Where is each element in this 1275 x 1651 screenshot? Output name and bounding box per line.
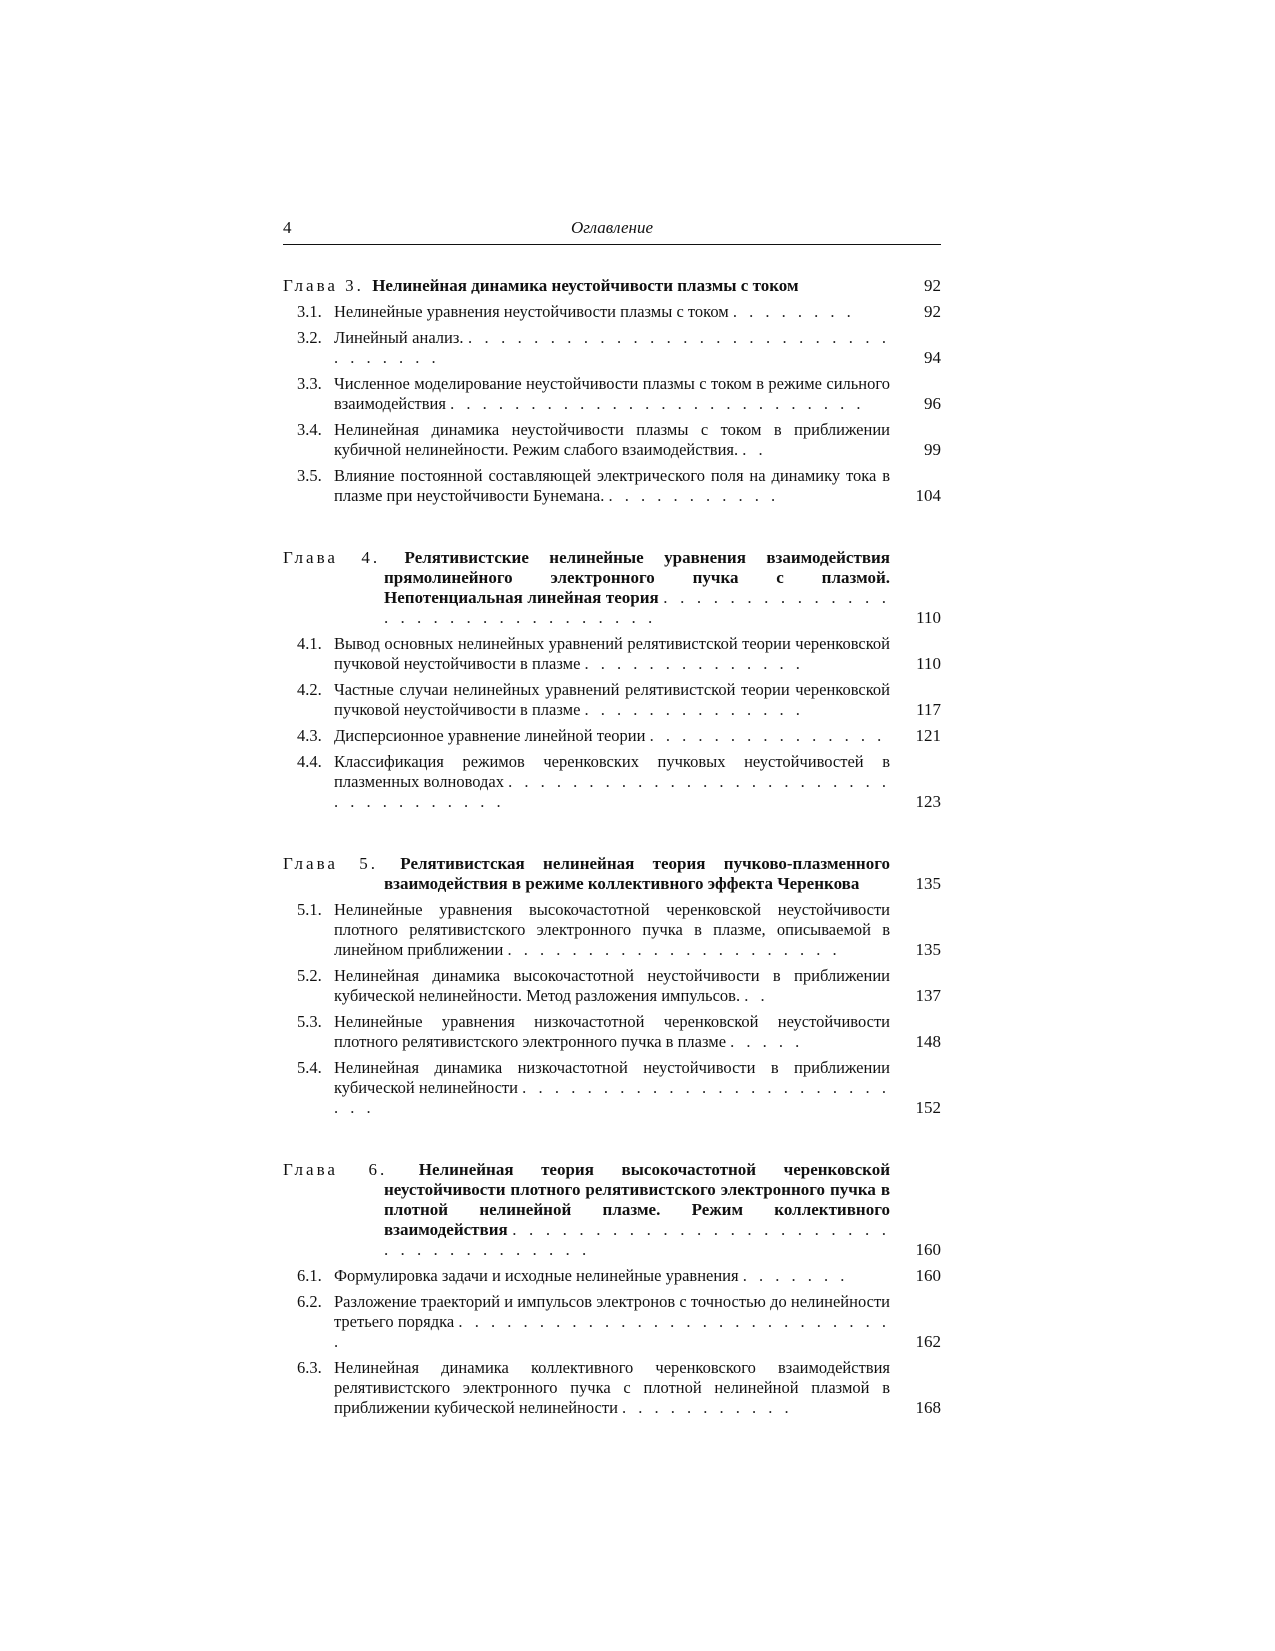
section-title: Нелинейная динамика коллективного черенковского взаимодействия релятивистского электронного пучка с плотной нелинейной плазмой в приближении кубической нелинейности <box>334 1358 890 1417</box>
section-page: 117 <box>916 700 941 719</box>
section-number: 6.2. <box>297 1292 322 1311</box>
chapter-prefix: Глава 4. <box>283 548 381 567</box>
section-page: 168 <box>915 1398 941 1417</box>
section-number: 6.1. <box>297 1266 322 1285</box>
section-title: Численное моделирование неустойчивости плазмы с током в режиме сильного взаимодействия <box>334 374 890 413</box>
section-number: 5.1. <box>297 900 322 919</box>
leader-dots: . . . . . . . . <box>732 302 855 321</box>
section-title: Нелинейные уравнения низкочастотной черенковской неустойчивости плотного релятивистского электронного пучка в плазме <box>334 1012 890 1051</box>
toc-section[interactable] <box>283 900 941 960</box>
section-page: 121 <box>915 726 941 745</box>
section-title: Разложение траекторий и импульсов электронов с точностью до нелинейности третьего порядка <box>334 1292 890 1331</box>
section-number: 4.4. <box>297 752 322 771</box>
section-title: Нелинейная динамика низкочастотной неустойчивости в приближении кубической нелинейности <box>334 1058 890 1097</box>
section-page: 135 <box>915 940 941 959</box>
section-number: 6.3. <box>297 1358 322 1377</box>
chapter-heading[interactable] <box>283 1160 941 1260</box>
table-of-contents <box>283 276 941 1460</box>
chapter-5 <box>283 854 941 1118</box>
section-page: 123 <box>915 792 941 811</box>
leader-dots: . . . . . . . . . . . <box>608 486 780 505</box>
section-number: 5.3. <box>297 1012 322 1031</box>
leader-dots: . . . . . . . . . . . . . . . . . . . . . . . . . . . . <box>334 1312 891 1351</box>
chapter-title: Релятивистская нелинейная теория пучково-плазменного взаимодействия в режиме коллективного эффекта Черенкова <box>384 854 890 893</box>
section-page: 152 <box>915 1098 941 1117</box>
toc-section[interactable] <box>283 302 941 322</box>
page-header <box>283 218 941 245</box>
leader-dots: . . . . . . . . . . . . . . . . . . . . . . . . . . . . . . . . . <box>334 328 890 367</box>
section-number: 3.1. <box>297 302 322 321</box>
section-page: 137 <box>915 986 941 1005</box>
leader-dots: . . . . . . . . . . . . . . <box>584 654 804 673</box>
chapter-6 <box>283 1160 941 1418</box>
section-number: 4.2. <box>297 680 322 699</box>
leader-dots: . . . . . . . . . . . . . . . . . . . . . . . . . . <box>334 1078 891 1117</box>
chapter-page: 92 <box>924 276 941 295</box>
section-title: Дисперсионное уравнение линейной теории <box>334 726 646 745</box>
chapter-prefix: Глава 3. <box>283 276 364 295</box>
chapter-prefix: Глава 6. <box>283 1160 388 1179</box>
chapter-heading[interactable] <box>283 548 941 628</box>
toc-section[interactable] <box>283 466 941 506</box>
running-title: Оглавление <box>570 218 654 237</box>
leader-dots: . . . . . . . <box>742 1266 849 1285</box>
leader-dots: . . . . . . . . . . . . . . . . . . . . . <box>507 940 841 959</box>
section-title: Классификация режимов черенковских пучковых неустойчивостей в плазменных волноводах <box>334 752 890 791</box>
section-page: 96 <box>924 394 941 413</box>
section-title: Нелинейная динамика высокочастотной неустойчивости в приближении кубической нелинейности. Метод разложения импульсов. <box>334 966 890 1005</box>
section-page: 110 <box>916 654 941 673</box>
chapter-title: Релятивистские нелинейные уравнения взаимодействия прямолинейного электронного пучка с плазмой. Непотенциальная линейная теория <box>384 548 890 607</box>
toc-section[interactable] <box>283 966 941 1006</box>
leader-dots: . . <box>742 440 767 459</box>
chapter-page: 135 <box>915 874 941 893</box>
chapter-prefix: Глава 5. <box>283 854 378 873</box>
leader-dots: . . <box>744 986 769 1005</box>
toc-section[interactable] <box>283 328 941 368</box>
section-number: 3.5. <box>297 466 322 485</box>
section-title: Формулировка задачи и исходные нелинейные уравнения <box>334 1266 739 1285</box>
section-title: Нелинейная динамика неустойчивости плазмы с током в приближении кубичной нелинейности. Режим слабого взаимодействия. <box>334 420 890 459</box>
section-page: 160 <box>915 1266 941 1285</box>
leader-dots: . . . . . . . . . . . <box>622 1398 793 1417</box>
section-title: Вывод основных нелинейных уравнений релятивистской теории черенковской пучковой неустойчивости в плазме <box>334 634 890 673</box>
leader-dots: . . . . . . . . . . . . . . . . . . . . . . . . . . . . . . . <box>384 588 891 627</box>
chapter-4 <box>283 548 941 812</box>
section-number: 4.3. <box>297 726 322 745</box>
section-page: 162 <box>915 1332 941 1351</box>
section-number: 5.4. <box>297 1058 322 1077</box>
section-title: Частные случаи нелинейных уравнений релятивистской теории черенковской пучковой неустойчивости в плазме <box>334 680 890 719</box>
chapter-title: Нелинейная динамика неустойчивости плазмы с током <box>372 276 799 295</box>
section-number: 3.4. <box>297 420 322 439</box>
toc-section[interactable] <box>283 1012 941 1052</box>
toc-section[interactable] <box>283 374 941 414</box>
toc-section[interactable] <box>283 1058 941 1118</box>
chapter-page: 110 <box>916 608 941 627</box>
chapter-title: Нелинейная теория высокочастотной черенковской неустойчивости плотного релятивистского электронного пучка в плотной нелинейной плазме. Режим коллективного взаимодействия <box>384 1160 890 1239</box>
section-title: Нелинейные уравнения высокочастотной черенковской неустойчивости плотного релятивистского электронного пучка в плазме, описываемой в линейном приближении <box>334 900 890 959</box>
section-title: Нелинейные уравнения неустойчивости плазмы с током <box>334 302 729 321</box>
leader-dots: . . . . . . . . . . . . . . . <box>649 726 886 745</box>
chapter-3 <box>283 276 941 506</box>
toc-section[interactable] <box>283 726 941 746</box>
section-number: 3.2. <box>297 328 322 347</box>
section-page: 94 <box>924 348 941 367</box>
section-page: 148 <box>915 1032 941 1051</box>
section-number: 4.1. <box>297 634 322 653</box>
leader-dots: . . . . . . . . . . . . . . . . . . . . . . . . . . . . . . . . . . . . <box>384 1220 891 1259</box>
chapter-heading[interactable] <box>283 854 941 894</box>
section-page: 99 <box>924 440 941 459</box>
page-number: 4 <box>283 218 292 237</box>
toc-section[interactable] <box>283 680 941 720</box>
chapter-heading[interactable] <box>283 276 941 296</box>
section-number: 3.3. <box>297 374 322 393</box>
leader-dots: . . . . . . . . . . . . . . . . . . . . . . . . . . <box>450 394 865 413</box>
toc-section[interactable] <box>283 420 941 460</box>
section-page: 92 <box>924 302 941 321</box>
toc-section[interactable] <box>283 634 941 674</box>
section-page: 104 <box>915 486 941 505</box>
leader-dots: . . . . . . . . . . . . . . <box>584 700 804 719</box>
toc-section[interactable] <box>283 1266 941 1286</box>
section-number: 5.2. <box>297 966 322 985</box>
leader-dots: . . . . . . . . . . . . . . . . . . . . . . . . . . . . . . . . . . . <box>334 772 891 811</box>
section-title: Линейный анализ. <box>334 328 464 347</box>
leader-dots: . . . . . <box>730 1032 804 1051</box>
chapter-page: 160 <box>915 1240 941 1259</box>
toc-section[interactable] <box>283 1292 941 1352</box>
toc-section[interactable] <box>283 752 941 812</box>
toc-section[interactable] <box>283 1358 941 1418</box>
section-title: Влияние постоянной составляющей электрического поля на динамику тока в плазме при неустойчивости Бунемана. <box>334 466 890 505</box>
